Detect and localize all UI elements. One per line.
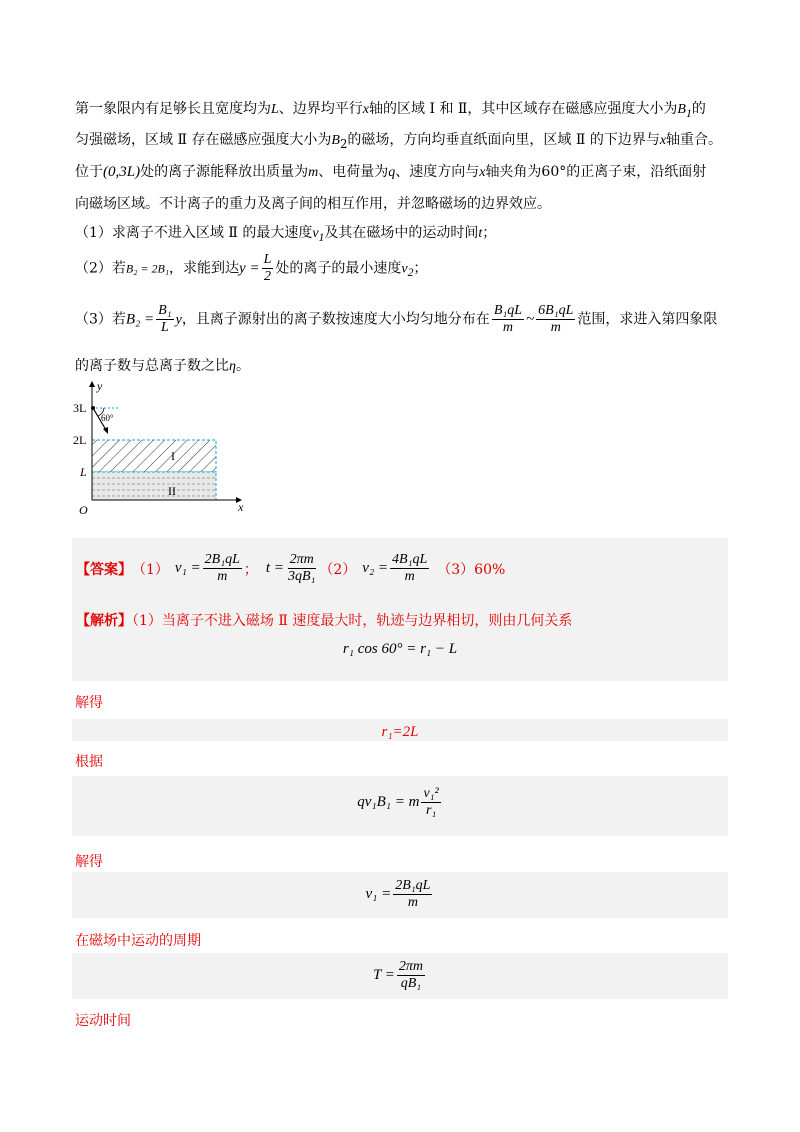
tick-3L: 3L	[73, 401, 87, 415]
field-diagram	[68, 378, 253, 523]
question-3-cont: 的离子数与总离子数之比η。	[75, 358, 250, 374]
problem-line-3: 位于(0,3L)处的离子源能释放出质量为m、电荷量为q、速度方向与x轴夹角为60°的正离子束，沿纸面射	[75, 164, 707, 180]
analysis-line: 【解析】（1）当离子不进入磁场 Ⅱ 速度最大时，轨迹与边界相切，则由几何关系	[76, 613, 573, 629]
label-solve-1: 解得	[75, 695, 103, 711]
question-2: （2）若B₂ = 2B₁，求能到达y = $\frac{L}{2}$ 处的离子的最小速度$v_2$；	[75, 252, 428, 284]
question-3: （3）若B₂ = $\frac{\text{B₁}}{L}$ y，且离子源射出的离子数按速度大小均匀地分布在 $\frac{\text{B₁qL}}{m}$ ~ $\frac{\text{6B₁qL}}{m}$ 范围，求进入第四象限	[75, 303, 718, 335]
result-r1: r₁=2L	[381, 724, 419, 740]
equation-4: T = $\frac{2\pi m}{\text{qB₁}}$	[372, 959, 424, 991]
result-box-r1	[72, 719, 728, 741]
problem-line-4: 向磁场区域。不计离子的重力及离子间的相互作用，并忽略磁场的边界效应。	[75, 196, 551, 212]
tick-L: L	[80, 465, 87, 479]
label-basis: 根据	[75, 754, 103, 770]
equation-box-3	[72, 872, 728, 918]
tick-2L: 2L	[73, 433, 87, 447]
equation-3: v₁ = $\frac{\text{2B₁qL}}{m}$	[365, 878, 431, 910]
problem-line-1: 第一象限内有足够长且宽度均为L、边界均平行x轴的区域 Ⅰ 和 Ⅱ，其中区域存在磁感应强度大小为$B_1$的	[75, 101, 706, 120]
equation-box-2	[72, 776, 728, 836]
region-1-label: I	[171, 449, 175, 463]
equation-2: qv₁B₁ = m $\frac{\text{v₁²}}{\text{r₁}}$	[357, 786, 439, 818]
equation-1: r₁ cos 60° = r₁ − L	[342, 641, 458, 657]
label-period: 在磁场中运动的周期	[75, 933, 201, 949]
problem-line-2: 匀强磁场，区域 Ⅱ 存在磁感应强度大小为$B_2$的磁场，方向均垂直纸面向里，区域 Ⅱ 的下边界与x轴重合。	[75, 132, 723, 151]
label-solve-2: 解得	[75, 854, 103, 870]
region-1	[92, 440, 216, 472]
analysis-tag: 【解析】	[76, 613, 132, 629]
y-axis-label: y	[97, 379, 103, 393]
answer-line: 【答案】 （1） v₁ = $\frac{\text{2B₁qL}}{m}$ ； t = $\frac{2\pi m}{\text{3qB₁}}$ （2） v₂ = $\frac{\text{4B₁qL}}{m}$ （3）60%	[76, 552, 506, 584]
equation-box-4	[72, 953, 728, 999]
label-time: 运动时间	[75, 1013, 131, 1029]
answer-tag: 【答案】	[76, 561, 132, 578]
answer-analysis-box	[72, 538, 728, 681]
angle-label: 60°	[101, 413, 114, 423]
x-axis-label: x	[238, 500, 244, 514]
origin-label: O	[79, 503, 88, 517]
region-2-label: II	[168, 484, 176, 498]
question-1: （1）求离子不进入区域 Ⅱ 的最大速度$v_1$及其在磁场中的运动时间t；	[75, 225, 497, 244]
